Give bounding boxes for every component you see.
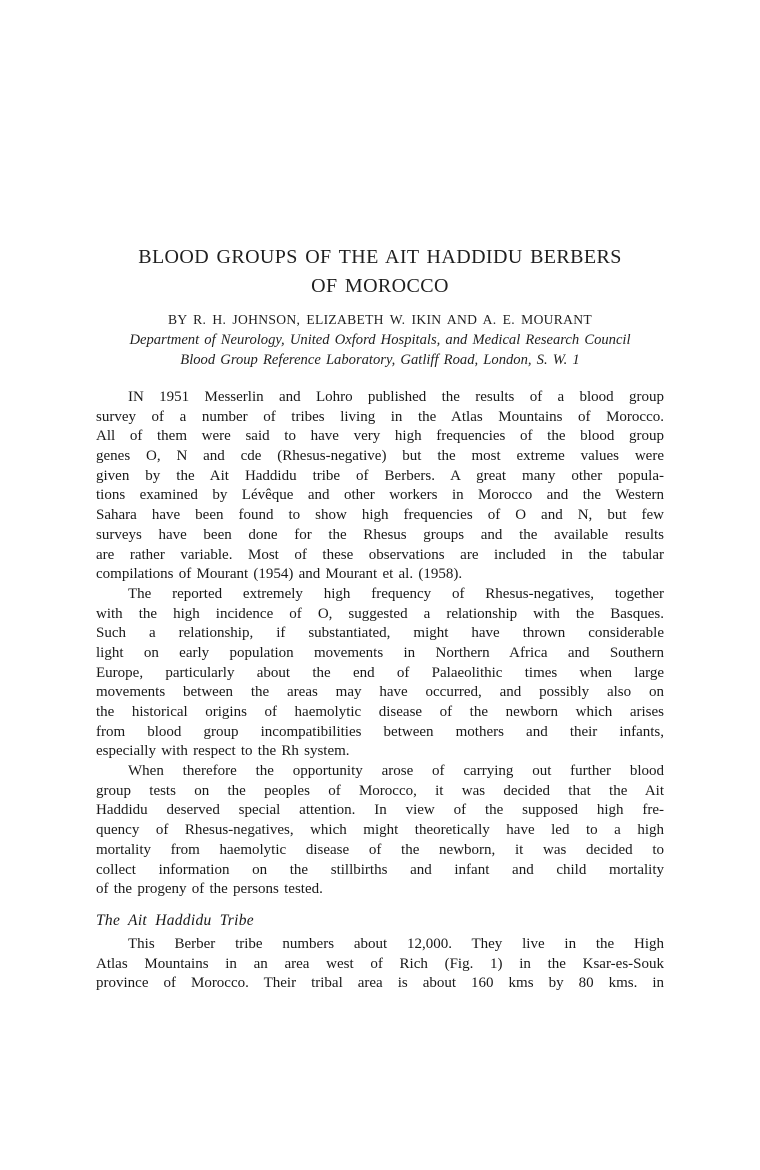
text-line: The reported extremely high frequency of Rhesus-negatives, together bbox=[128, 585, 664, 602]
text-line: from blood group incompatibilities between mothers and their infants, bbox=[96, 723, 664, 740]
affiliation bbox=[66, 331, 694, 370]
text-line: genes O, N and cde (Rhesus-negative) but the most extreme values were bbox=[96, 448, 664, 465]
text-line: surveys have been done for the Rhesus groups and the available results bbox=[96, 526, 664, 543]
text-line: with the high incidence of O, suggested a relationship with the Basques. bbox=[96, 605, 664, 622]
text-line: All of them were said to have very high frequencies of the blood group bbox=[96, 428, 664, 445]
text-line: movements between the areas may have occurred, and possibly also on bbox=[96, 684, 664, 701]
section-heading: The Ait Haddidu Tribe bbox=[96, 911, 254, 929]
text-line: tions examined by Lévêque and other workers in Morocco and the Western bbox=[96, 487, 664, 504]
body-blocks bbox=[96, 388, 664, 994]
paper-title bbox=[86, 243, 674, 300]
text-line: IN 1951 Messerlin and Lohro published the results of a blood group bbox=[128, 389, 664, 405]
paragraph bbox=[96, 585, 664, 762]
affiliation-line-1: Department of Neurology, United Oxford Hospitals, and Medical Research Council bbox=[129, 332, 631, 348]
text-line: collect information on the stillbirths and infant and child mortality bbox=[96, 861, 664, 878]
text-line: Sahara have been found to show high frequencies of O and N, but few bbox=[96, 507, 664, 524]
paragraph bbox=[96, 762, 664, 900]
text-line: province of Morocco. Their tribal area is about 160 kms by 80 kms. in bbox=[96, 975, 664, 992]
text-line: light on early population movements in Northern Africa and Southern bbox=[96, 644, 664, 661]
text-line: Europe, particularly about the end of Palaeolithic times when large bbox=[96, 664, 664, 681]
text-line: Such a relationship, if substantiated, might have thrown considerable bbox=[96, 625, 664, 642]
affiliation-line-2: Blood Group Reference Laboratory, Gatliff Road, London, S. W. 1 bbox=[180, 351, 580, 368]
text-line: quency of Rhesus-negatives, which might theoretically have led to a high bbox=[96, 822, 664, 839]
paragraph bbox=[96, 935, 664, 994]
text-line: compilations of Mourant (1954) and Mourant et al. (1958). bbox=[96, 566, 463, 583]
text-line: the historical origins of haemolytic disease of the newborn which arises bbox=[96, 704, 664, 720]
text-line: given by the Ait Haddidu tribe of Berbers. A great many other popula- bbox=[96, 467, 664, 484]
paper-title-line-1: BLOOD GROUPS OF THE AIT HADDIDU BERBERS bbox=[138, 246, 622, 268]
text-line: When therefore the opportunity arose of carrying out further blood bbox=[128, 763, 664, 780]
text-line: are rather variable. Most of these observations are included in the tabular bbox=[96, 546, 664, 563]
text-line: especially with respect to the Rh system. bbox=[96, 743, 350, 760]
text-line: survey of a number of tribes living in the Atlas Mountains of Morocco. bbox=[96, 408, 664, 425]
paper-title-line-2: OF MOROCCO bbox=[311, 274, 449, 297]
text-line: group tests on the peoples of Morocco, it was decided that the Ait bbox=[96, 782, 664, 799]
text-line: mortality from haemolytic disease of the newborn, it was decided to bbox=[96, 841, 664, 858]
text-line: of the progeny of the persons tested. bbox=[96, 881, 323, 898]
byline: BY R. H. JOHNSON, ELIZABETH W. IKIN AND A. E. MOURANT bbox=[167, 312, 593, 327]
text-line: This Berber tribe numbers about 12,000. They live in the High bbox=[128, 936, 664, 953]
text-line: Atlas Mountains in an area west of Rich (Fig. 1) in the Ksar-es-Souk bbox=[96, 955, 664, 972]
text-line: Haddidu deserved special attention. In view of the supposed high fre- bbox=[96, 802, 664, 819]
paragraph bbox=[96, 388, 664, 585]
